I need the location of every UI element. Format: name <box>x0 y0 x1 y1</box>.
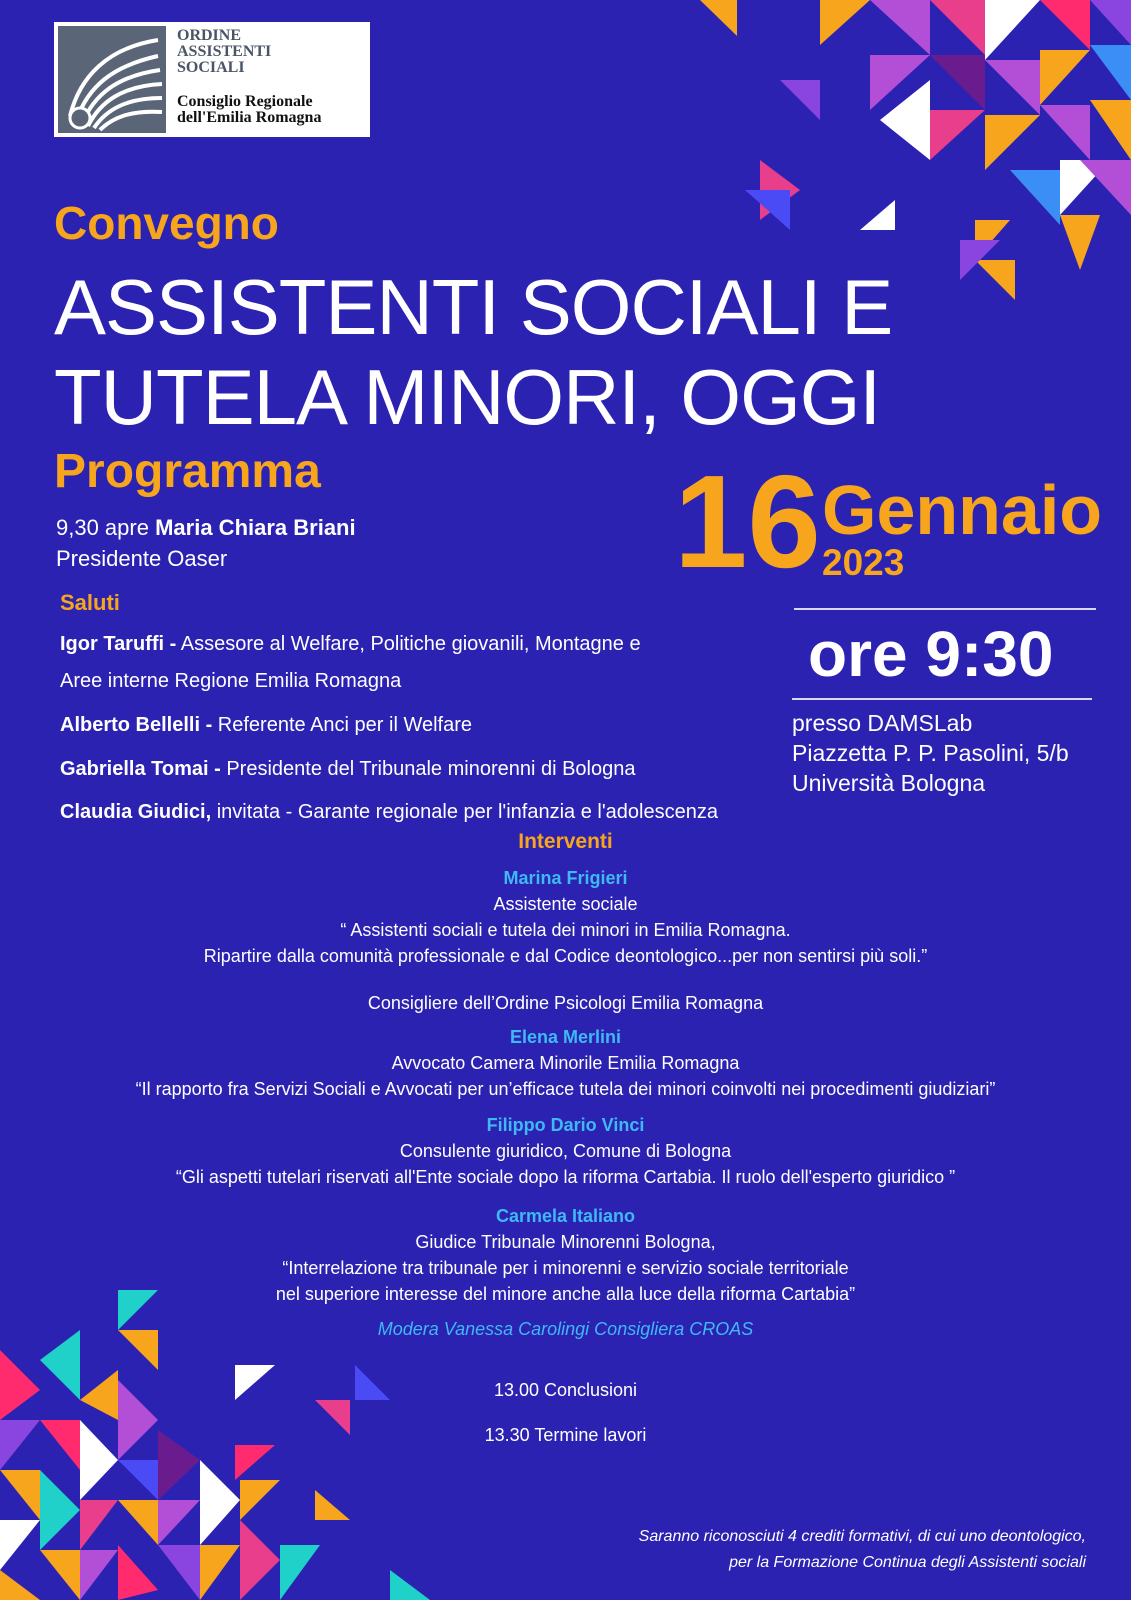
event-day: 16 <box>674 448 821 595</box>
divider <box>792 698 1092 700</box>
speaker-role: Assistente sociale <box>493 894 638 914</box>
organization-logo <box>54 22 370 137</box>
greeting-item: Claudia Giudici, invitata - Garante regionale per l'infanzia e l'adolescenza <box>60 801 718 823</box>
closing-item: 13.30 Termine lavori <box>484 1425 647 1445</box>
greeting-item: Gabriella Tomai - Presidente del Tribunale minorenni di Bologna <box>60 758 636 780</box>
shell-emblem-icon <box>58 26 166 133</box>
talk-title: “Gli aspetti tutelari riservati all'Ente sociale dopo la riforma Cartabia. Il ruolo dell'esperto giuridico ” <box>175 1167 956 1187</box>
divider <box>794 608 1096 610</box>
event-venue: presso DAMSLab Piazzetta P. P. Pasolini, 5/b Università Bologna <box>792 710 1069 796</box>
talks-heading: Interventi <box>518 830 613 853</box>
speaker-name: Elena Merlini <box>509 1027 622 1047</box>
speaker-role: Consulente giuridico, Comune di Bologna <box>399 1141 732 1161</box>
event-title: ASSISTENTI SOCIALI E TUTELA MINORI, OGGI <box>54 263 893 441</box>
opening-speaker: 9,30 apre Maria Chiara Briani Presidente Oaser <box>56 515 356 571</box>
event-type-label: Convegno <box>54 197 279 249</box>
talk-item <box>0 1112 1131 1190</box>
program-heading: Programma <box>54 445 321 498</box>
talk-title: “Interrelazione tra tribunale per i minorenni e servizio sociale territoriale <box>282 1258 849 1278</box>
speaker-name: Carmela Italiano <box>495 1206 636 1226</box>
closing-item: 13.00 Conclusioni <box>493 1380 638 1400</box>
talk-item <box>0 1024 1131 1102</box>
speaker-role: Consigliere dell’Ordine Psicologi Emilia Romagna <box>367 993 764 1013</box>
talk-title: “Il rapporto fra Servizi Sociali e Avvocati per un’efficace tutela dei minori coinvolti nei procedimenti giudiziari” <box>135 1079 996 1099</box>
talk-item <box>0 865 1131 969</box>
talk-title: Ripartire dalla comunità professionale e dal Codice deontologico...per non sentirsi più soli.” <box>203 946 928 966</box>
greeting-item-continued: Aree interne Regione Emilia Romagna <box>60 670 402 692</box>
moderator-note: Modera Vanessa Carolingi Consigliera CROAS <box>377 1319 754 1339</box>
speaker-name: Marina Frigieri <box>503 868 628 888</box>
talk-item <box>0 1203 1131 1307</box>
speaker-role: Avvocato Camera Minorile Emilia Romagna <box>391 1053 740 1073</box>
event-time: ore 9:30 <box>808 618 1054 690</box>
greeting-item: Alberto Bellelli - Referente Anci per il Welfare <box>60 714 473 736</box>
greeting-item: Igor Taruffi - Assesore al Welfare, Politiche giovanili, Montagne e <box>60 633 641 655</box>
speaker-role: Giudice Tribunale Minorenni Bologna, <box>415 1232 716 1252</box>
event-month: Gennaio <box>822 471 1103 549</box>
logo-name: ORDINE ASSISTENTI SOCIALI <box>177 27 272 76</box>
logo-subtitle: Consiglio Regionale dell'Emilia Romagna <box>177 93 322 126</box>
event-year: 2023 <box>822 542 905 583</box>
speaker-name: Filippo Dario Vinci <box>486 1115 645 1135</box>
talk-title: nel superiore interesse del minore anche alla luce della riforma Cartabia” <box>275 1284 856 1304</box>
credits-note: Saranno riconosciuti 4 crediti formativi, di cui uno deontologico, per la Formazione Continua degli Assistenti sociali <box>638 1528 1086 1571</box>
greetings-heading: Saluti <box>60 590 120 615</box>
talk-title: “ Assistenti sociali e tutela dei minori in Emilia Romagna. <box>340 920 791 940</box>
